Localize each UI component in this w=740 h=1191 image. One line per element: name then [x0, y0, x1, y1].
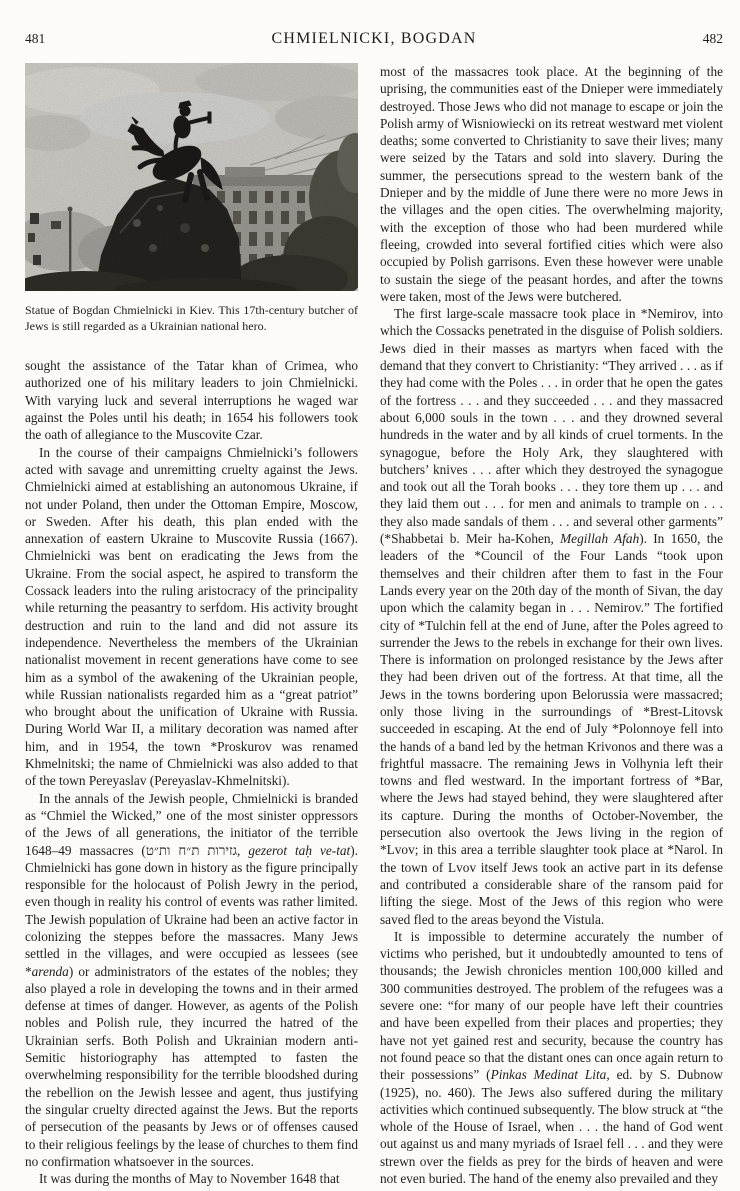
text-segment: It is impossible to determine accurately the number of victims who perished, but it undoubtedly amounted to tens of thousands; the Jewish chronicles mention 100,000 killed and 300 communities destroyed. The problem of the refugees was a severe one: “for many of our people have left their countries and have been expelled from their places and properties; they have not yet gained rest and security, because the country has not found peace so that the distant ones can once again return to their possessions” ( — [380, 928, 723, 1083]
page-header — [0, 30, 740, 48]
text-segment: sought the assistance of the Tatar khan of Crimea, who authorized one of his military leaders to join Chmielnicki. With varying luck and several interruptions he waged war against the Poles until his death; in 1654 his followers took the oath of allegiance to the Muscovite Czar. — [25, 358, 358, 443]
paragraph — [380, 63, 723, 305]
text-segment: , ed. by S. Dubnow (1925), no. 460). The Jews also suffered during the military activities which continued subsequently. The blow struck at “the whole of the House of Israel, when . . . the hand of God went out against us and many myriads of Israel fell . . . and they were strewn over the fields as prey for the birds of heaven and were not even buried. The hand of the enemy also prevailed and they — [380, 1067, 723, 1186]
right-column-text — [380, 63, 723, 1187]
text-segment: It was during the months of May to November 1648 that — [39, 1171, 340, 1187]
text-segment: ) or administrators of the estates of the nobles; they also played a role in developing the towns and in their armed defense at times of danger. However, as agents of the Polish nobles and Polish rule, they incurred the hatred of the Ukrainian serfs. Both Polish and Ukrainian modern anti-Semitic historiography has attempted to fasten the overwhelming responsibility for the terrible bloodshed during the rebellion on the Jewish lessee and agent, thus justifying the singular cruelty directed against the Jews. But the reports of persecution of the peasants by Jews or of offenses caused to their religious feelings by the lease of churches to them find no confirmation whatsoever in the sources. — [25, 963, 358, 1169]
left-column — [25, 63, 358, 1187]
paragraph — [25, 790, 358, 1171]
paragraph — [25, 357, 358, 443]
text-segment: ). In 1650, the leaders of the *Council of the Four Lands “took upon themselves and their children after them to fast in the Four Lands every year on the 20th day of the month of Sivan, the day upon which the calamity began in . . . Nemirov.” The fortified city of *Tulchin fell at the end of June, after the Poles agreed to surrender the Jews to the rebels in exchange for their own lives. There is information on prolonged resistance by the Jews after they had been driven out of the fortress. At that time, all the Jews in the towns bordering upon Belorussia were massacred; only those living in the surroundings of *Brest-Litovsk succeeded in escaping. At the end of July *Polonnoye fell into the hands of a band led by the hetman Krivonos and there was a frightful massacre. The remaining Jews in Volhynia left their towns and fled westward. In the important fortress of *Bar, where the Jews had stayed behind, they were slaughtered after its capture. During the months of October-November, the persecution also overtook the Jews living in the region of *Lvov; in this area a terrible slaughter took place at *Narol. In the town of Lvov itself Jews took an active part in its defense and contributed a considerable share of the ransom paid for lifting the siege. Most of the Jews of this region who were saved fled to the areas beyond the Vistula. — [380, 531, 723, 927]
paragraph — [25, 1170, 358, 1187]
running-title: CHMIELNICKI, BOGDAN — [271, 30, 477, 47]
text-segment: arenda — [31, 963, 69, 979]
statue-photo-illustration — [25, 63, 358, 291]
text-segment: In the annals of the Jewish people, Chmielnicki is branded as “Chmiel the Wicked,” one of the most sinister oppressors of the Jews of all generations, the initiator of the terrible 1648–49 massacres (גזירות ת״ח ות״ט, — [25, 790, 358, 858]
photo-caption: Statue of Bogdan Chmielnicki in Kiev. This 17th-century butcher of Jews is still regarded as a Ukrainian national hero. — [25, 303, 358, 333]
statue-photo — [25, 63, 358, 291]
right-page-number: 482 — [702, 31, 723, 46]
text-segment: In the course of their campaigns Chmielnicki’s followers acted with savage and unremitting cruelty against the Jews. Chmielnicki aimed at establishing an autonomous Ukraine, if not under Poland, then under the Ottoman Empire, Moscow, or Sweden. After his death, this plan ended with the annexation of eastern Ukraine to Muscovite Russia (1667). Chmielnicki was bent on eradicating the Jews from the Ukraine. From the social aspect, he aspired to transform the Cossack leaders into the ruling aristocracy of the principality while returning the peasantry to serfdom. His activity brought destruction and ruin to the land and did not assure its independence. Nevertheless the members of the Ukrainian nationalist movement in recent generations have come to see him as a symbol of the awakening of the Ukrainian people, while Russian nationalists regarded him as a “great patriot” who brought about the unification of Ukraine with Russia. During World War II, a military decoration was named after him, and in 1954, the town *Proskurov was renamed Khmelnitski; the name of Chmielnicki was also added to that of the town Pereyaslav (Pereyaslav-Khmelnitski). — [25, 444, 358, 789]
left-page-number: 481 — [25, 31, 46, 46]
two-column-layout — [0, 63, 740, 1187]
text-segment: Megillah Afah — [560, 531, 640, 547]
text-segment: The first large-scale massacre took place in *Nemirov, into which the Cossacks penetrated in the disguise of Polish soldiers. Jews died in their masses as martyrs when faced with the demand that they convert to Christianity: “They arrived . . . as if they had come with the Poles . . . in order that he open the gates of the fortress . . . and they succeeded . . . and they massacred about 6,000 souls in the town . . . and they drowned several hundreds in the water and by all kinds of cruel torments. In the synagogue, before the Holy Ark, they slaughtered with butchers’ knives . . . after which they destroyed the synagogue and took out all the Torah books . . . they tore them up . . . and they laid them out . . . for men and animals to trample on . . . they also made sandals of them . . . and several other garments” (*Shabbetai b. Meir ha-Kohen, — [380, 306, 723, 547]
right-column — [380, 63, 723, 1187]
left-column-text — [25, 357, 358, 1187]
paragraph — [380, 305, 723, 928]
text-segment: ). Chmielnicki has gone down in history as the figure principally responsible for the holocaust of Polish Jewry in the period, even though in reality his control of events was rather limited. The Jewish population of Ukraine had been an active factor in colonizing the steppes before the massacres. Many Jews settled in the villages, and were occupied as lessees (see * — [25, 842, 358, 979]
text-segment: gezerot taḥ ve-tat — [248, 842, 351, 858]
paragraph — [25, 444, 358, 790]
text-segment: Pinkas Medinat Lita — [490, 1067, 607, 1083]
paragraph — [380, 928, 723, 1187]
statue-photo-figure — [25, 63, 358, 334]
text-segment: most of the massacres took place. At the beginning of the uprising, the communities east of the Dnieper were immediately destroyed. Those Jews who did not manage to escape or join the Polish army of Wisniowiecki on its retreat westward met violent deaths; some converted to Christianity to save their lives; many were seized by the Tatars and sold into slavery. During the summer, the persecutions spread to the western bank of the Dnieper and by the middle of June there were no more Jews in the villages and the open cities. The overwhelming majority, with the exception of those who had been murdered while fleeing, crowded into several fortified cities which were also occupied by Polish garrisons. Even these however were unable to sustain the siege of the peasant hordes, and after the towns were taken, most of the Jews were butchered. — [380, 64, 723, 304]
